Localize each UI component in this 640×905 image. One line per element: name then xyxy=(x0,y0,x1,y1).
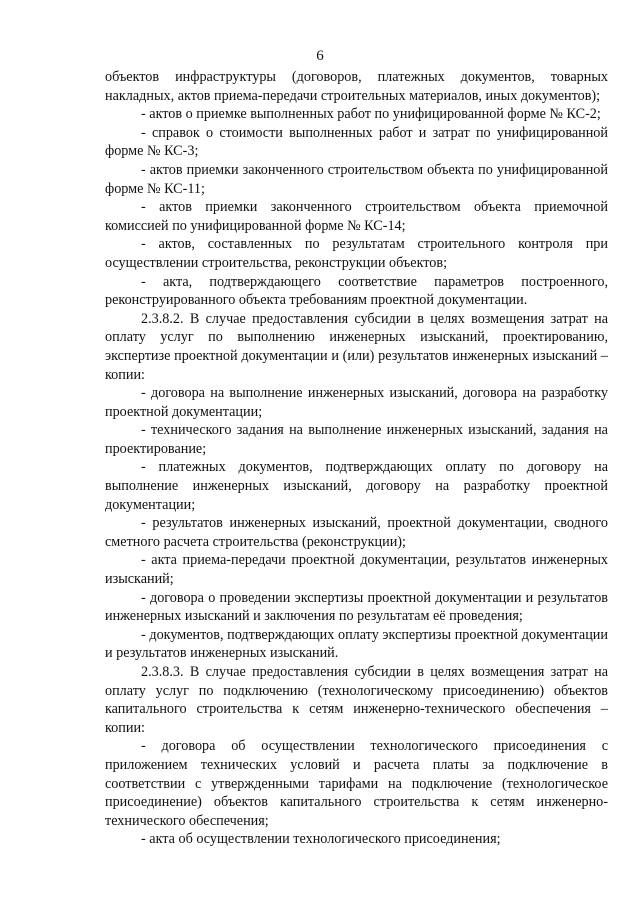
document-body xyxy=(105,68,608,849)
paragraph: - результатов инженерных изысканий, проектной документации, сводного сметного расчета строительства (реконструкции); xyxy=(105,515,608,550)
page-number: 6 xyxy=(316,48,324,64)
paragraph: - технического задания на выполнение инженерных изысканий, задания на проектирование; xyxy=(105,422,608,457)
paragraph: - договора о проведении экспертизы проектной документации и результатов инженерных изысканий и заключения по результатам её проведения; xyxy=(105,589,608,625)
paragraph: - справок о стоимости выполненных работ и затрат по унифицированной форме № КС-3; xyxy=(105,124,608,160)
paragraph: - договора на выполнение инженерных изысканий, договора на разработку проектной документации; xyxy=(105,385,608,420)
paragraph: - договора об осуществлении технологического присоединения с приложением технических условий и расчета платы за подключение в соответствии с утвержденными тарифами на подключение (технологическое присоединение) объектов капитального строительства к сетям инженерно-технического обеспечения; xyxy=(105,738,608,829)
paragraph: - платежных документов, подтверждающих оплату по договору на выполнение инженерных изысканий, договору на разработку проектной документации; xyxy=(105,459,608,513)
paragraph: 2.3.8.3. В случае предоставления субсидии в целях возмещения затрат на оплату услуг по подключению (технологическому присоединению) объектов капитального строительства к сетям инженерно-технического обеспечения – копии: xyxy=(105,664,608,736)
paragraph: объектов инфраструктуры (договоров, платежных документов, товарных накладных, актов приема-передачи строительных материалов, иных документов); xyxy=(105,69,608,104)
paragraph: - актов приемки законченного строительством объекта приемочной комиссией по унифицированной форме № КС-14; xyxy=(105,199,608,234)
paragraph: - документов, подтверждающих оплату экспертизы проектной документации и результатов инженерных изысканий. xyxy=(105,626,608,662)
paragraph: - актов, составленных по результатам строительного контроля при осуществлении строительства, реконструкции объектов; xyxy=(105,236,608,271)
paragraph: - актов приемки законченного строительством объекта по унифицированной форме № КС-11; xyxy=(105,161,608,197)
paragraph: 2.3.8.2. В случае предоставления субсидии в целях возмещения затрат на оплату услуг по выполнению инженерных изысканий, проектированию, экспертизе проектной документации и (или) результатов инженерных изысканий – копии: xyxy=(105,310,608,383)
paragraph: - акта приема-передачи проектной документации, результатов инженерных изысканий; xyxy=(105,552,608,588)
paragraph: - акта, подтверждающего соответствие параметров построенного, реконструированного объекта требованиям проектной документации. xyxy=(105,273,608,309)
paragraph: - акта об осуществлении технологического присоединения; xyxy=(141,831,501,848)
paragraph: - актов о приемке выполненных работ по унифицированной форме № КС-2; xyxy=(141,106,601,123)
